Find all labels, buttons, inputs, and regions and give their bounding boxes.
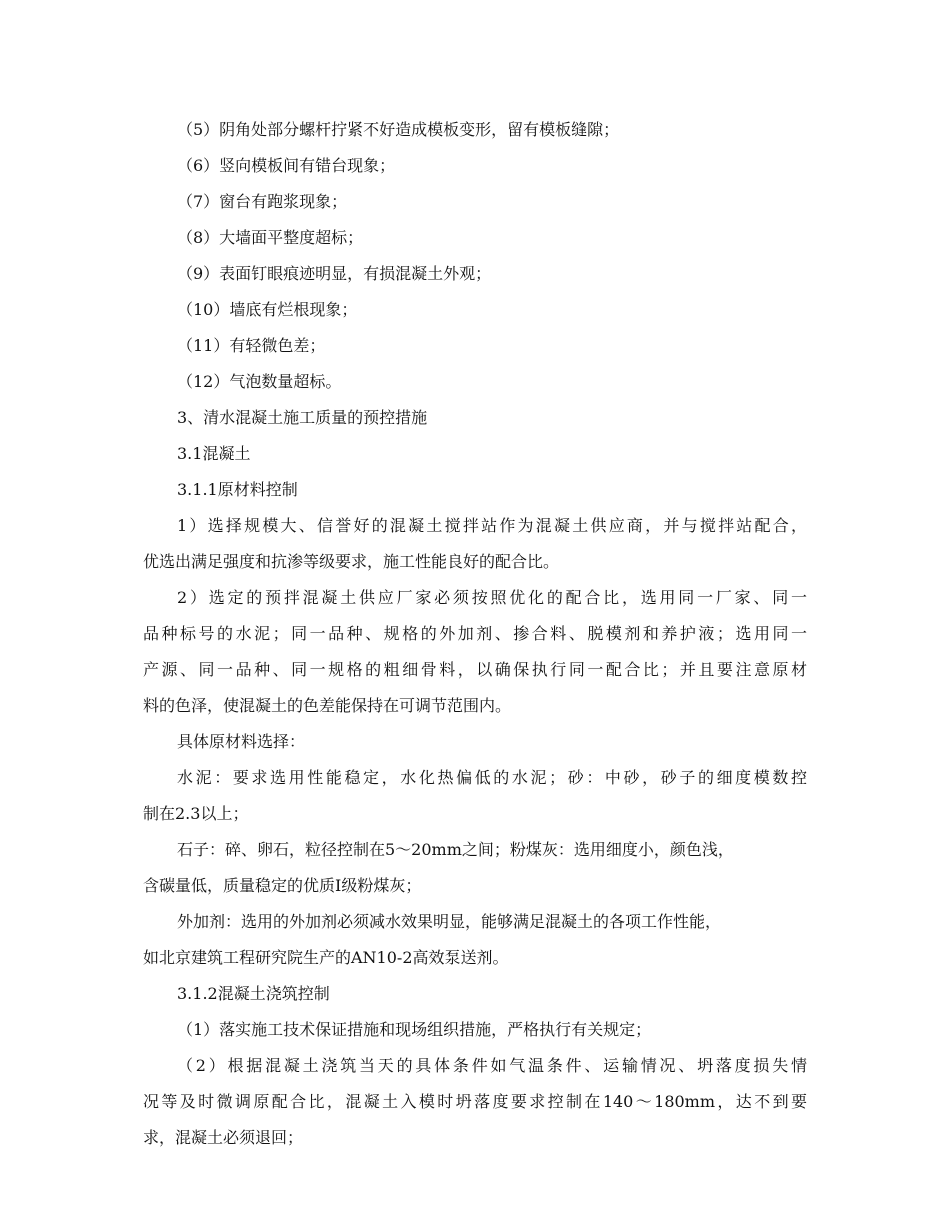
text-line: （1）落实施工技术保证措施和现场组织措施，严格执行有关规定；: [177, 1020, 652, 1039]
text-line: 产源、同一品种、同一规格的粗细骨料，以确保执行同一配合比；并且要注意原材: [143, 660, 807, 679]
text-line: （5）阴角处部分螺杆拧紧不好造成模板变形，留有模板缝隙；: [177, 120, 620, 139]
text-line: （7）窗台有跑浆现象；: [177, 192, 348, 211]
text-line: 3.1混凝土: [177, 444, 251, 463]
text-line: 况等及时微调原配合比，混凝土入模时坍落度要求控制在140～180mm，达不到要: [143, 1092, 807, 1111]
text-line: 3.1.1原材料控制: [177, 480, 298, 499]
text-line: （9）表面钉眼痕迹明显，有损混凝土外观；: [177, 264, 492, 283]
document-body: [143, 112, 807, 1156]
text-line: 具体原材料选择：: [177, 732, 306, 751]
text-line: 2）选定的预拌混凝土供应厂家必须按照优化的配合比，选用同一厂家、同一: [177, 588, 807, 607]
text-line: 含碳量低，质量稳定的优质Ⅰ级粉煤灰；: [143, 876, 422, 895]
text-line: 优选出满足强度和抗渗等级要求，施工性能良好的配合比。: [143, 552, 560, 571]
text-line: 1）选择规模大、信誉好的混凝土搅拌站作为混凝土供应商，并与搅拌站配合，: [177, 516, 807, 535]
text-line: （10）墙底有烂根现象；: [177, 300, 358, 319]
text-line: 外加剂：选用的外加剂必须减水效果明显，能够满足混凝土的各项工作性能，: [177, 912, 722, 931]
text-line: （12）气泡数量超标。: [177, 372, 342, 391]
text-line: （11）有轻微色差；: [177, 336, 326, 355]
text-line: 如北京建筑工程研究院生产的AN10-2高效泵送剂。: [143, 948, 509, 967]
text-line: 料的色泽，使混凝土的色差能保持在可调节范围内。: [143, 696, 512, 715]
text-line: 求，混凝土必须退回；: [143, 1128, 304, 1147]
text-line: （2）根据混凝土浇筑当天的具体条件如气温条件、运输情况、坍落度损失情: [177, 1056, 807, 1075]
text-line: 3.1.2混凝土浇筑控制: [177, 984, 330, 1003]
text-line: 3、清水混凝土施工质量的预控措施: [177, 408, 428, 427]
text-line: （8）大墙面平整度超标；: [177, 228, 364, 247]
text-line: 水泥：要求选用性能稳定，水化热偏低的水泥；砂：中砂，砂子的细度模数控: [177, 768, 807, 787]
text-line: 品种标号的水泥；同一品种、规格的外加剂、掺合料、脱模剂和养护液；选用同一: [143, 624, 807, 643]
text-line: 石子：碎、卵石，粒径控制在5～20mm之间；粉煤灰：选用细度小，颜色浅，: [177, 840, 734, 859]
text-line: （6）竖向模板间有错台现象；: [177, 156, 396, 175]
text-line: 制在2.3以上；: [143, 804, 249, 823]
